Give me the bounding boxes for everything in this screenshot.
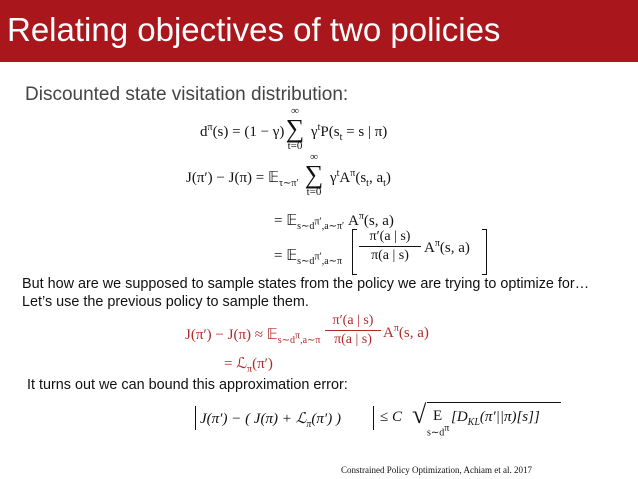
citation: Constrained Policy Optimization, Achiam et al. 2017 (341, 465, 532, 475)
equation-bound-expectation: E (433, 408, 443, 424)
bound-intro-text: It turns out we can bound this approximation error: (27, 377, 348, 393)
equation-state-visitation: $d^\pi(s) = (1 - \gamma)$ (200, 122, 285, 140)
equation-bound-expectation-sub: $s\sim d^\pi$ (427, 423, 450, 439)
equation-surrogate-objective: = ℒ$_\pi$(π′) (224, 356, 273, 375)
equation-performance-difference-rhs: $\gamma^tA^\pi(s_t$, $a_t$) (330, 168, 391, 189)
policy-ratio-fraction: $\frac{\pi'(a | s)}{\pi(a | s)}$ (359, 229, 421, 264)
question-text: But how are we supposed to sample states from the policy we are trying to optimize for… (22, 276, 590, 292)
previous-policy-text: Let’s use the previous policy to sample them. (22, 294, 309, 310)
equation-performance-difference: J(π′) − J(π) = 𝔼$_{\tau\sim\pi'}$ (186, 170, 299, 189)
right-bracket (482, 229, 487, 275)
equation-importance-sampling: = 𝔼$_{s\sim d^{\pi'},a\sim\pi}$ (274, 248, 343, 267)
abs-bar-left (195, 406, 196, 430)
sqrt-overline (427, 402, 561, 403)
equation-surrogate-approx: J(π′) − J(π) ≈ 𝔼$_{s\sim d^\pi,a\sim\pi}$ (185, 327, 321, 346)
equation-bound-kl: $[D_{KL}(\pi'||\pi)[s]]$ (451, 409, 540, 428)
surrogate-advantage-term: $A^\pi(s$, a) (383, 323, 429, 341)
equation-expectation-new-policy: = 𝔼$_{s\sim d^{\pi'},a\sim\pi'}$ $A^\pi(s$, a) (274, 211, 394, 232)
sum-symbol-2: ∞ ∑ t=0 (304, 151, 324, 198)
equation-bound-lhs: J(π′) − ( J(π) + ℒ$_\pi$(π′) ) (200, 411, 341, 430)
abs-bar-right (373, 406, 374, 430)
sum-symbol-1: ∞ ∑ t=0 (285, 105, 305, 152)
sqrt-symbol: √ (412, 400, 427, 429)
slide-title: Relating objectives of two policies (7, 11, 501, 48)
equation-state-visitation-rhs: $\gamma^tP(s_t = s$ | π) (311, 122, 388, 143)
subtitle: Discounted state visitation distribution: (25, 84, 349, 105)
equation-bound-constant: ≤ C (380, 409, 402, 425)
left-bracket (352, 229, 357, 275)
advantage-term: $A^\pi(s$, a) (424, 238, 470, 256)
surrogate-ratio-fraction: $\frac{\pi'(a | s)}{\pi(a | s)}$ (325, 313, 381, 348)
